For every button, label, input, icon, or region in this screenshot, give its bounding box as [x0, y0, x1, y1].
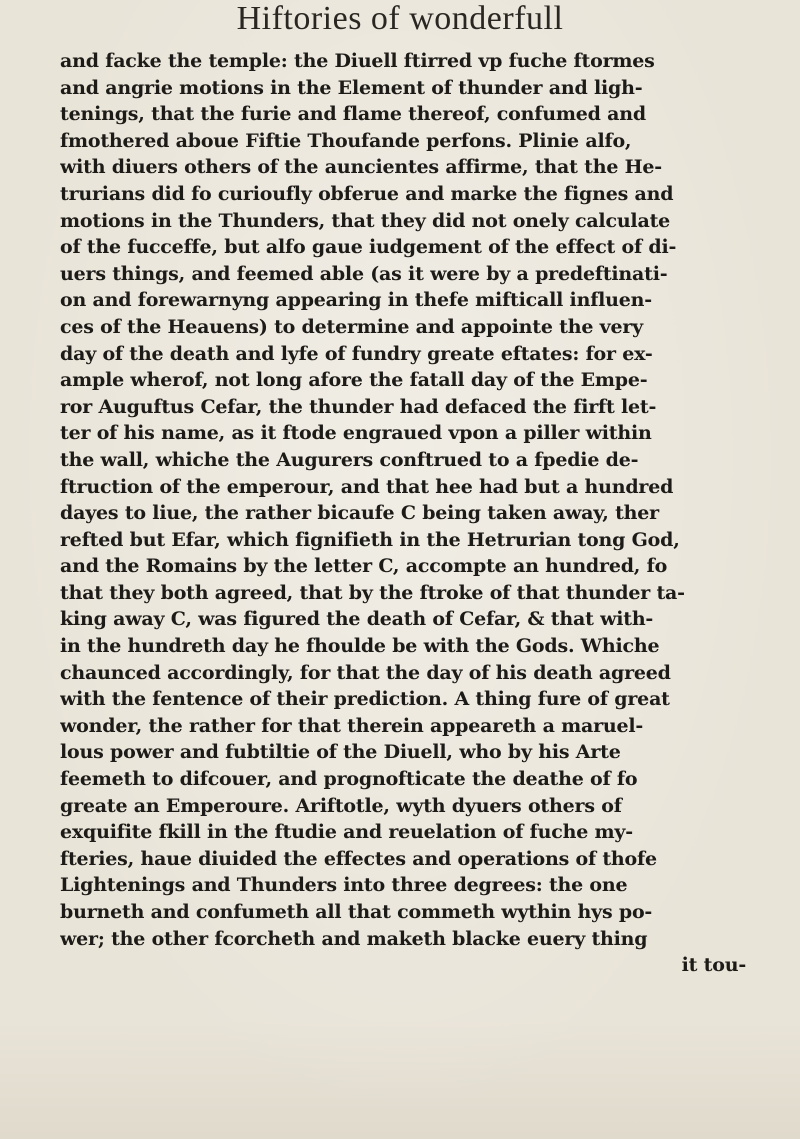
text-line: motions in the Thunders, that they did not onely calculate — [60, 209, 671, 232]
text-line: fmothered aboue Fiftie Thoufande perfons. Plinie alfo, — [60, 129, 632, 152]
text-line: and facke the temple: the Diuell ftirred vp fuche ftormes — [60, 50, 655, 72]
body-text — [60, 48, 760, 979]
text-line: ample wherof, not long afore the fatall day of the Empe- — [60, 369, 648, 392]
text-line: exquifite fkill in the ftudie and reuelation of fuche my- — [60, 821, 633, 844]
text-line: feemeth to difcouer, and prognofticate the deathe of fo — [60, 768, 638, 791]
text-line: fteries, haue diuided the effectes and operations of thofe — [60, 847, 657, 870]
text-line: tenings, that the furie and flame thereof, confumed and — [60, 103, 646, 126]
text-line: wer; the other fcorcheth and maketh blacke euery thing — [60, 927, 648, 950]
text-line: chaunced accordingly, for that the day of his death agreed — [60, 661, 671, 684]
text-line: Lightenings and Thunders into three degrees: the one — [60, 874, 628, 897]
text-line: and the Romains by the letter C, accompte an hundred, fo — [60, 555, 668, 578]
text-line: with the fentence of their prediction. A thing fure of great — [60, 688, 670, 711]
text-line: wonder, the rather for that therein appeareth a maruel- — [60, 714, 644, 737]
text-line: ror Auguftus Cefar, the thunder had defaced the firft let- — [60, 395, 657, 418]
text-line: dayes to liue, the rather bicaufe C being taken away, ther — [60, 502, 659, 525]
text-line: burneth and confumeth all that commeth wythin hys po- — [60, 901, 653, 923]
text-line: and angrie motions in the Element of thunder and ligh- — [60, 76, 643, 99]
text-line: ftruction of the emperour, and that hee had but a hundred — [60, 475, 674, 498]
catchword: it tou- — [681, 954, 746, 977]
page-shading — [0, 1019, 800, 1139]
text-line: lous power and fubtiltie of the Diuell, who by his Arte — [60, 741, 621, 764]
text-line: ces of the Heauens) to determine and appointe the very — [60, 315, 644, 338]
text-line: that they both agreed, that by the ftroke of that thunder ta- — [60, 581, 685, 604]
text-line: king away C, was figured the death of Cefar, & that with- — [60, 608, 654, 631]
text-line: the wall, whiche the Augurers conftrued to a fpedie de- — [60, 448, 639, 471]
text-line: uers things, and feemed able (as it were by a predeftinati- — [60, 262, 668, 285]
text-line: refted but Efar, which fignifieth in the Hetrurian tong God, — [60, 528, 680, 551]
running-head: Hiftories of wonderfull — [236, 0, 564, 37]
text-line: ter of his name, as it ftode engraued vpon a piller within — [60, 422, 652, 445]
text-line: of the fucceffe, but alfo gaue iudgement of the effect of di- — [60, 236, 677, 259]
text-line: in the hundreth day he fhoulde be with the Gods. Whiche — [60, 635, 660, 658]
text-line: with diuers others of the auncientes affirme, that the He- — [60, 156, 662, 179]
text-line: day of the death and lyfe of fundry greate eftates: for ex- — [60, 342, 653, 365]
text-line: on and forewarnyng appearing in thefe mifticall influen- — [60, 289, 652, 312]
text-line: greate an Emperoure. Ariftotle, wyth dyuers others of — [60, 794, 622, 817]
text-line: trurians did fo curioufly obferue and marke the fignes and — [60, 182, 674, 205]
